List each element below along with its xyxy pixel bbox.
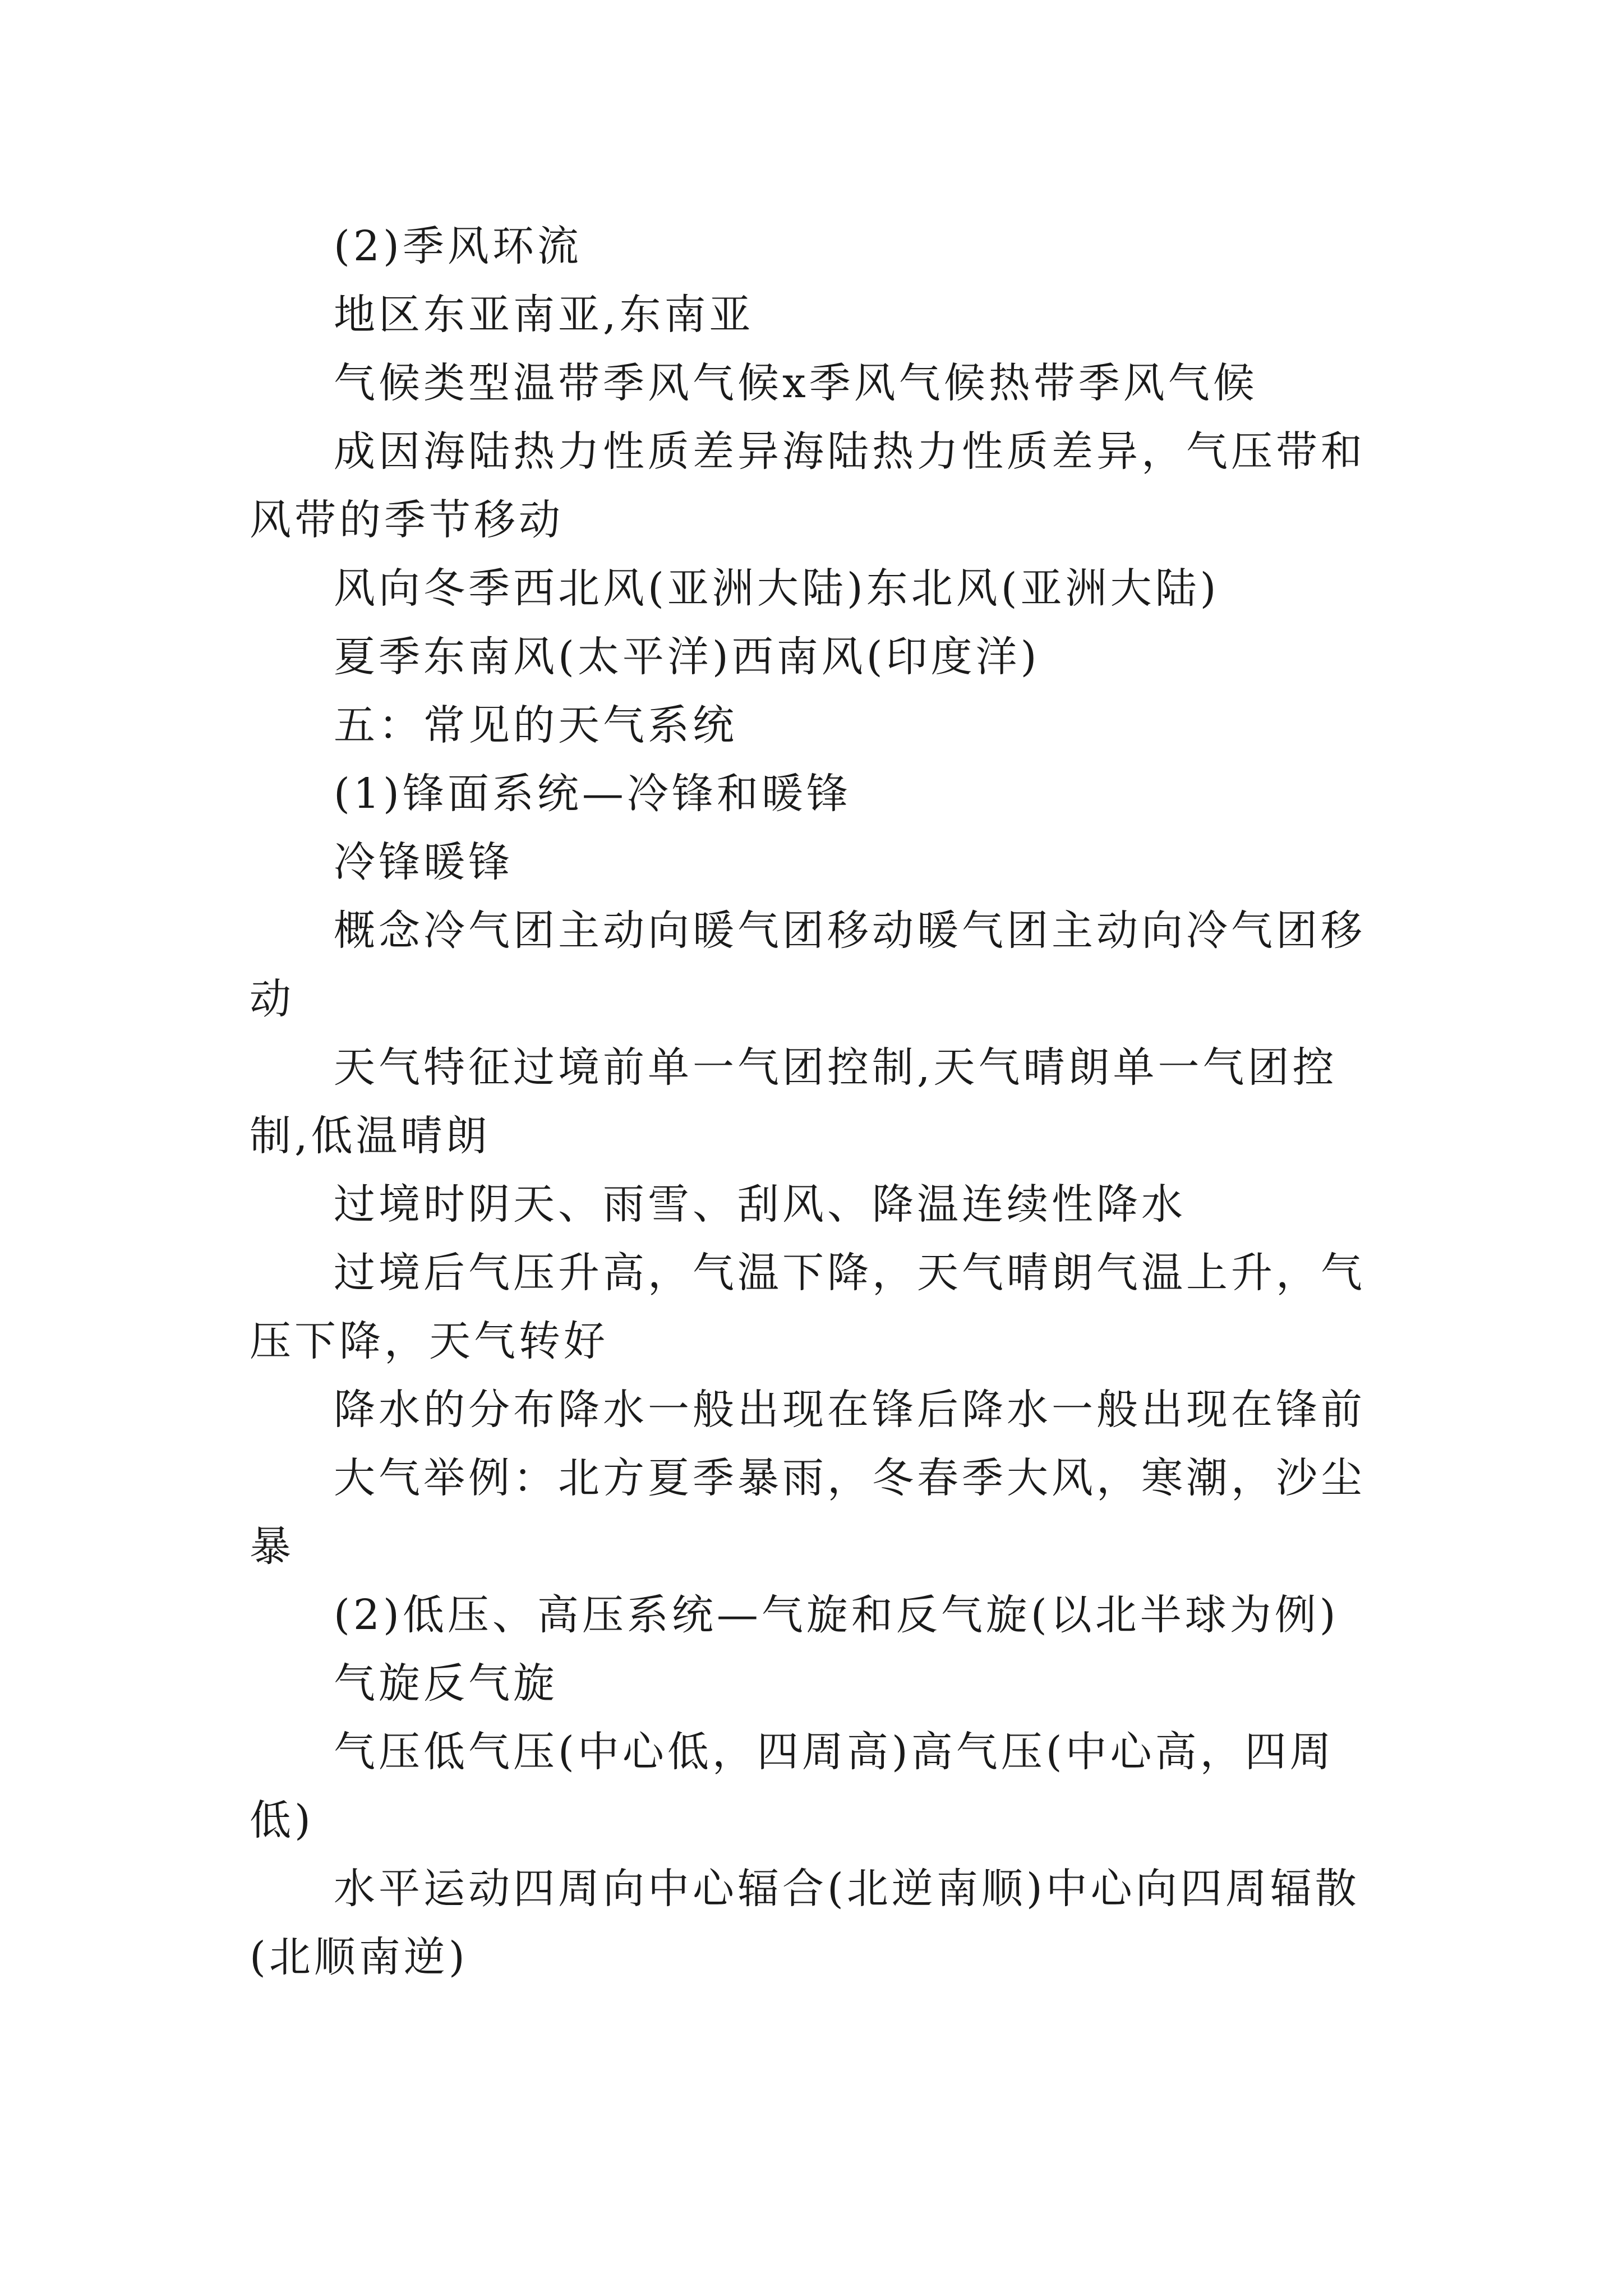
paragraph-precipitation: 降水的分布降水一般出现在锋后降水一般出现在锋前 [334,1386,1366,1434]
paragraph-examples: 大气举例：北方夏季暴雨，冬春季大风，寒潮，沙尘暴 [250,1454,1366,1571]
paragraph-cold-warm-front: 冷锋暖锋 [334,838,513,886]
section-heading-weather-systems: 五：常见的天气系统 [334,701,737,749]
paragraph-weather-during: 过境时阴天、雨雪、刮风、降温连续性降水 [334,1180,1186,1228]
paragraph-concept: 概念冷气团主动向暖气团移动暖气团主动向冷气团移动 [250,907,1366,1023]
paragraph-climate-type: 气候类型温带季风气候x季风气候热带季风气候 [334,359,1258,407]
paragraph-monsoon-heading: (2)季风环流 [334,222,582,270]
paragraph-cause: 成因海陆热力性质差异海陆热力性质差异，气压带和风带的季节移动 [250,427,1366,544]
paragraph-horizontal-motion: 水平运动四周向中心辐合(北逆南顺)中心向四周辐散(北顺南逆) [250,1865,1360,1981]
paragraph-weather-before: 天气特征过境前单一气团控制,天气晴朗单一气团控制,低温晴朗 [250,1043,1338,1160]
paragraph-cyclone-anticyclone: 气旋反气旋 [334,1659,558,1708]
paragraph-wind-direction-summer: 夏季东南风(太平洋)西南风(印度洋) [334,633,1040,681]
document-body [250,212,1377,1991]
paragraph-weather-after: 过境后气压升高，气温下降，天气晴朗气温上升，气压下降，天气转好 [250,1249,1366,1365]
paragraph-air-pressure: 气压低气压(中心低，四周高)高气压(中心高，四周低) [250,1728,1335,1844]
paragraph-front-system-heading: (1)锋面系统—冷锋和暖锋 [334,770,851,818]
paragraph-pressure-system-heading: (2)低压、高压系统—气旋和反气旋(以北半球为例) [334,1591,1339,1639]
paragraph-region: 地区东亚南亚,东南亚 [334,291,754,339]
paragraph-wind-direction-winter: 风向冬季西北风(亚洲大陆)东北风(亚洲大陆) [334,564,1220,613]
